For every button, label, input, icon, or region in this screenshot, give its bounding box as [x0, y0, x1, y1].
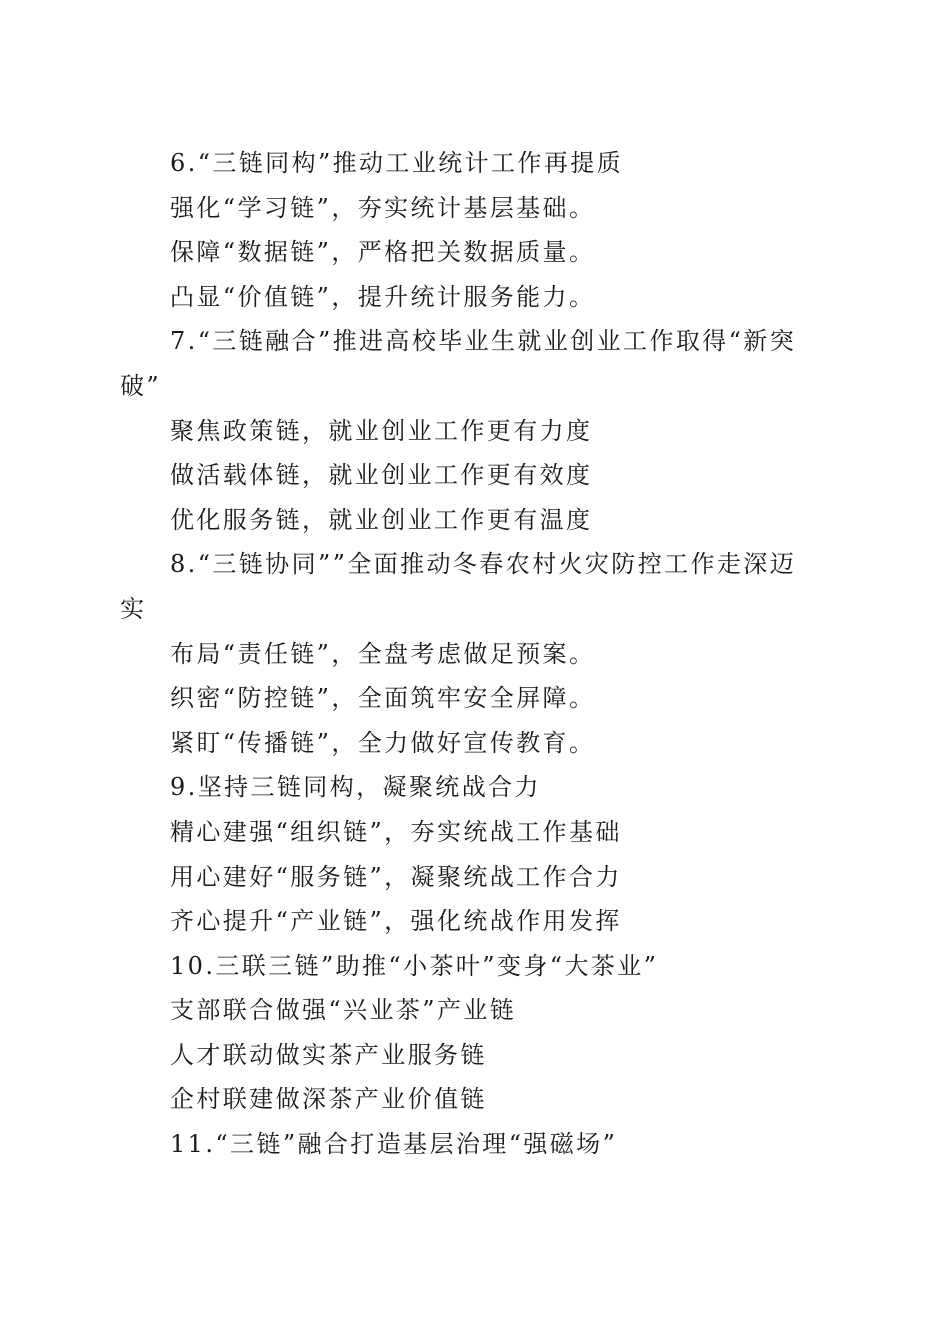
heading-7-continued: 破” — [120, 371, 162, 400]
heading-6: 6.“三链同构”推动工业统计工作再提质 — [170, 149, 624, 177]
list-item: 优化服务链，就业创业工作更有温度 — [170, 505, 593, 534]
list-item: 保障“数据链”，严格把关数据质量。 — [170, 238, 596, 267]
list-item: 用心建好“服务链”，凝聚统战工作合力 — [170, 862, 622, 891]
heading-8: 8.“三链协同””全面推动冬春农村火灾防控工作走深迈 — [170, 550, 797, 579]
heading-11: 11.“三链”融合打造基层治理“强磁场” — [170, 1130, 618, 1159]
list-item: 聚焦政策链，就业创业工作更有力度 — [170, 416, 593, 445]
list-item: 企村联建做深茶产业价值链 — [170, 1085, 487, 1114]
list-item: 布局“责任链”，全盘考虑做足预案。 — [170, 639, 596, 668]
list-item: 做活载体链，就业创业工作更有效度 — [170, 461, 593, 490]
list-item: 强化“学习链”，夯实统计基层基础。 — [170, 193, 596, 222]
list-item: 凸显“价值链”，提升统计服务能力。 — [170, 282, 596, 311]
list-item: 紧盯“传播链”，全力做好宣传教育。 — [170, 728, 596, 757]
heading-8-continued: 实 — [120, 594, 147, 623]
heading-9: 9.坚持三链同构，凝聚统战合力 — [170, 773, 541, 802]
list-item: 织密“防控链”，全面筑牢安全屏障。 — [170, 684, 596, 713]
list-item: 精心建强“组织链”，夯实统战工作基础 — [170, 817, 622, 846]
heading-10: 10.三联三链”助推“小茶叶”变身“大茶业” — [170, 951, 659, 980]
list-item: 人才联动做实茶产业服务链 — [170, 1040, 487, 1069]
list-item: 支部联合做强“兴业茶”产业链 — [170, 996, 517, 1025]
document-body — [120, 141, 826, 1167]
heading-7: 7.“三链融合”推进高校毕业生就业创业工作取得“新突 — [170, 327, 797, 356]
list-item: 齐心提升“产业链”，强化统战作用发挥 — [170, 907, 622, 936]
